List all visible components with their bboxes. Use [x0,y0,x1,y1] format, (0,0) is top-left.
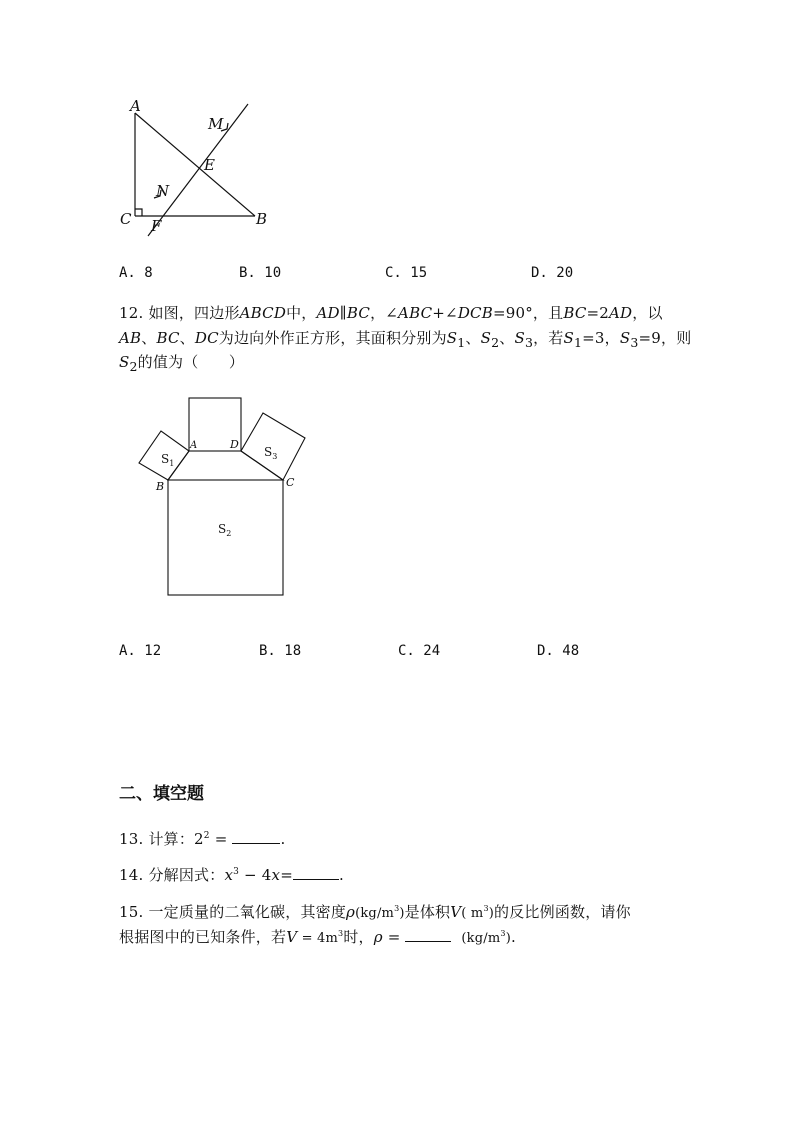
q11-option-d: D. 20 [531,265,574,281]
text: = 4m [297,931,339,946]
math-s: S [514,329,525,347]
q11-option-a: A. 8 [119,265,153,281]
label-m: M [208,115,224,133]
math-s: S [619,329,631,347]
superscript: 3 [233,867,240,877]
answer-blank[interactable] [293,865,339,880]
subscript: 3 [524,335,534,350]
q12-option-a: A. 12 [119,643,162,659]
label-c: C [286,476,295,489]
label-d: D [230,438,239,451]
text: 如图，四边形 [148,304,240,322]
text: +∠ [432,304,458,322]
text: − 4 [239,866,272,884]
equals: = [209,830,233,848]
unit: ( m [461,906,484,921]
superscript: 2 [203,831,210,841]
label-n: N [156,182,170,200]
subscript: 2 [491,335,500,350]
label-s3: $S_3$ [264,445,278,461]
figure-q12 [130,390,320,605]
unit: ) [399,906,405,921]
text: 一定质量的二氧化碳，其密度 [148,903,347,921]
math-s: S [446,329,458,347]
answer-blank[interactable] [232,829,280,844]
math-bc: BC [563,304,587,322]
text: . [280,830,286,848]
text: ，以 [632,304,663,322]
label-s2: $S_2$ [218,522,232,538]
text: 中， [286,304,317,322]
question-number: 14. [119,866,144,884]
label-s1: $S_1$ [161,452,175,468]
unit: ) [488,906,495,921]
math-s: S [563,329,574,347]
superscript: 3 [394,904,400,913]
math-bc: BC [346,304,371,322]
text: =90°，且 [492,304,564,322]
question-number: 12. [119,304,144,322]
parallel-symbol: ∥ [339,304,347,322]
figure-q11 [110,95,280,240]
q11-option-c: C. 15 [385,265,428,281]
question-number: 13. [119,830,144,848]
text: 分解因式： [148,866,225,884]
label-c: C [120,210,132,228]
text: 、 [141,329,157,347]
line-ab [135,113,255,216]
question-15-line-1 [119,901,631,922]
answer-blank[interactable] [405,927,451,942]
subscript: 1 [457,335,466,350]
text: 计算： [148,830,195,848]
question-number: 15. [119,903,144,921]
superscript: 3 [338,929,344,938]
text: 、 [179,329,195,347]
math-dcb: DCB [457,304,493,322]
superscript: 3 [483,904,489,913]
math-x: x [224,866,234,884]
math-v: V [450,903,462,921]
text: =2 [586,304,610,322]
text: 根据图中的已知条件，若 [119,928,287,946]
text: . [338,866,344,884]
equals: = [382,928,406,946]
unit: ) [505,931,511,946]
label-f: F [151,217,162,235]
superscript: 3 [500,929,506,938]
math-ad: AD [316,304,340,322]
text: 是体积 [404,903,451,921]
math-ab: AB [119,329,142,347]
q12-line-2 [119,327,691,350]
unit: (kg/m [355,906,395,921]
math-dc: DC [194,329,219,347]
q12-line-1 [119,302,663,323]
text: 为边向外作正方形，其面积分别为 [218,329,447,347]
math-abcd: ABCD [239,304,287,322]
text: 的值为（ ） [137,353,245,371]
label-b: B [156,480,165,493]
math-ad: AD [609,304,633,322]
text: 、 [499,329,515,347]
text: ，若 [533,329,564,347]
math-v: V [286,928,298,946]
q12-option-b: B. 18 [259,643,302,659]
text: =3， [582,329,620,347]
subscript: 1 [574,335,583,350]
text: 的反比例函数，请你 [494,903,631,921]
math-rho: ρ [373,928,383,946]
subscript: 3 [630,335,639,350]
math-s: S [119,353,130,371]
q12-option-d: D. 48 [537,643,580,659]
math-bc: BC [156,329,180,347]
label-e: E [204,156,215,174]
text: 、 [465,329,481,347]
text: ，∠ [370,304,399,322]
question-14 [119,864,344,885]
text: =9，则 [638,329,692,347]
math-s: S [480,329,492,347]
math-rho: ρ [346,903,356,921]
math-x: x [271,866,281,884]
square-s3 [241,413,305,480]
unit: (kg/m [461,931,501,946]
label-b: B [256,210,268,228]
right-angle-mark [135,209,142,216]
q12-option-c: C. 24 [398,643,441,659]
label-a: A [130,97,141,115]
equals: = [280,866,293,884]
label-a: A [190,440,198,451]
math-abc: ABC [398,304,433,322]
q12-line-3 [119,351,244,374]
section-heading: 二、填空题 [119,784,204,804]
subscript: 2 [129,359,138,374]
q11-option-b: B. 10 [239,265,282,281]
text: . [510,928,516,946]
question-15-line-2 [119,926,516,947]
math-base: 2 [194,830,204,848]
question-13 [119,828,285,849]
text: 时， [343,928,374,946]
